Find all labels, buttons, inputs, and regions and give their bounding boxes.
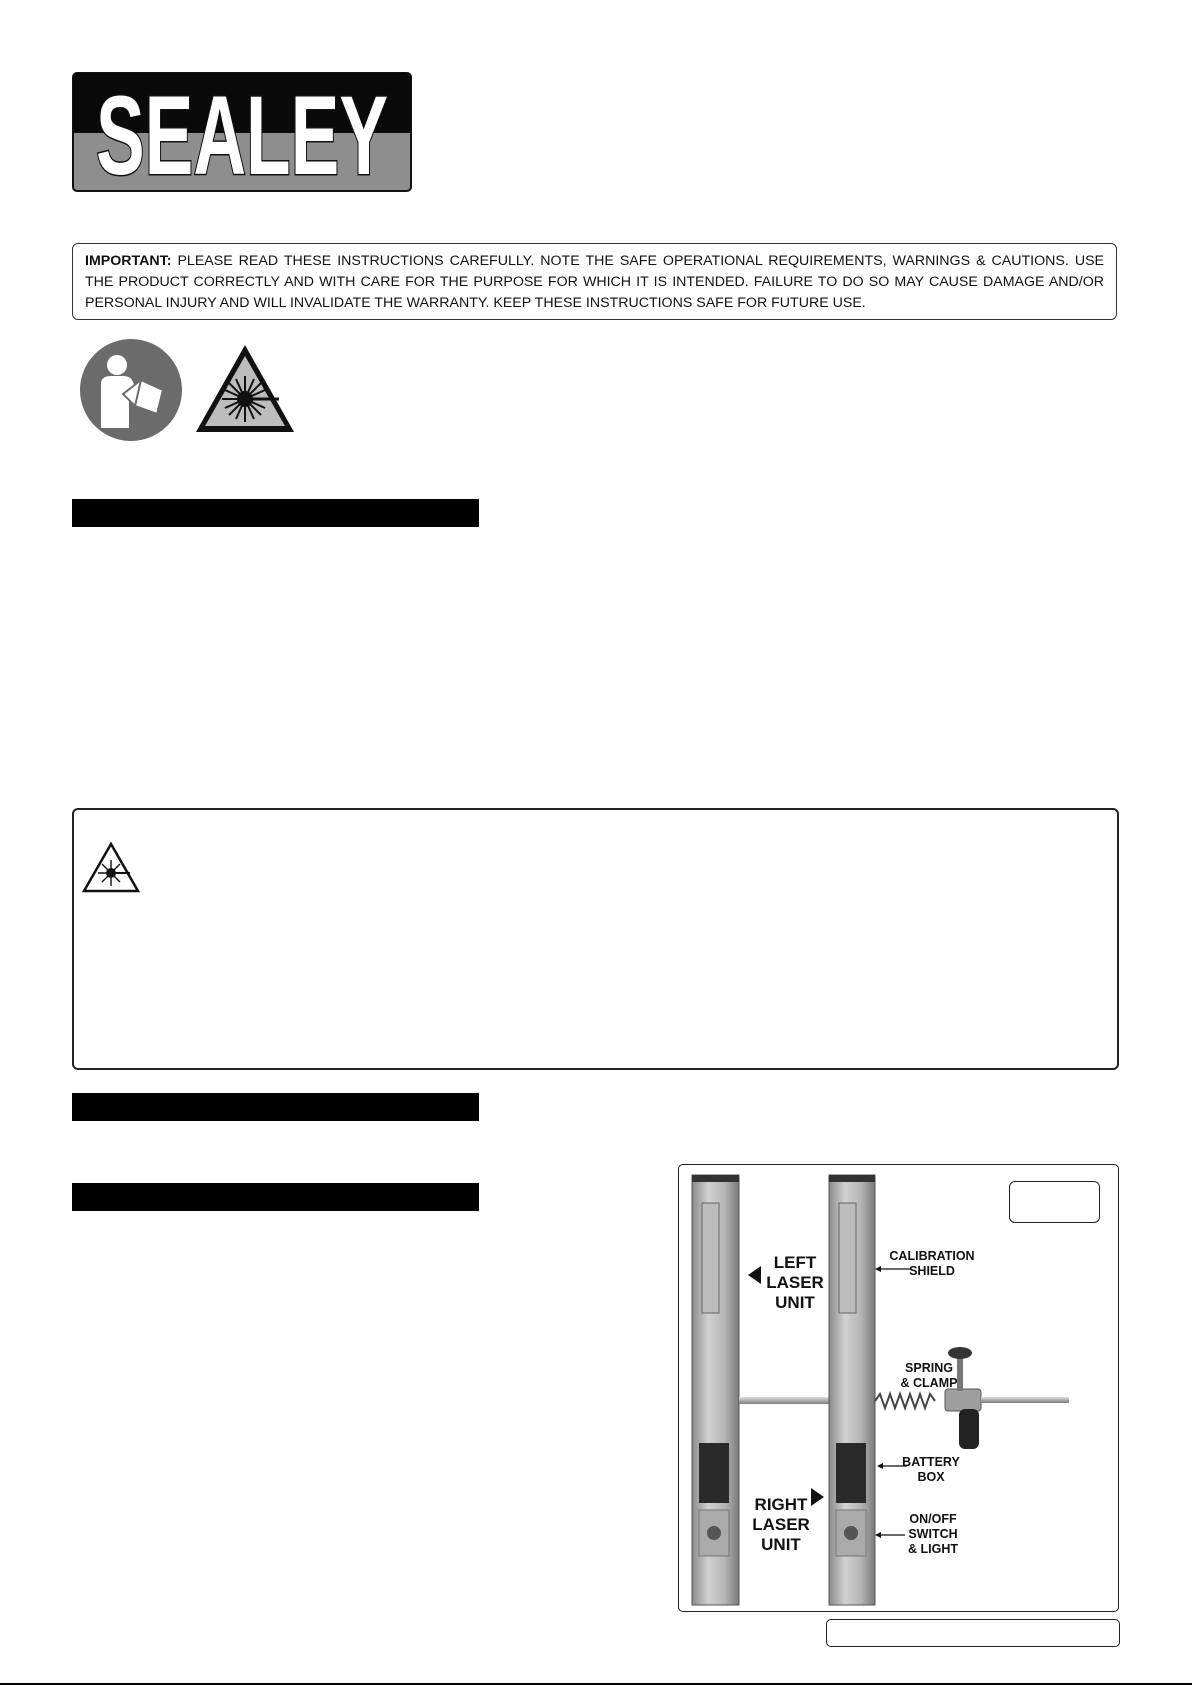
important-notice [72,243,1117,320]
important-notice-text [85,251,1104,314]
laser-warning-icon [82,842,140,894]
important-body: PLEASE READ THESE INSTRUCTIONS CAREFULLY. NOTE THE SAFE OPERATIONAL REQUIREMENTS, WARNINGS & CAUTIONS. USE THE PRODUCT CORRECTLY AND WITH CARE FOR THE PURPOSE FOR WHICH IT IS INTENDED. FAILURE TO DO SO MAY CAUSE DAMAGE AND/OR PERSONAL INJURY AND WILL INVALIDATE THE WARRANTY. KEEP THESE INSTRUCTIONS SAFE FOR FUTURE USE. [85,253,1104,311]
laser-warning-icon [193,342,297,436]
battery-box-label: BATTERY BOX [902,1455,960,1484]
sealey-logo [72,72,412,198]
read-manual-icon [79,338,183,442]
section-heading-bar [72,1183,479,1211]
spring-clamp-label: SPRING & CLAMP [900,1361,958,1390]
important-label: IMPORTANT: [85,253,172,269]
figure-caption-box [826,1619,1120,1647]
calibration-shield-label: CALIBRATION SHIELD [889,1249,975,1278]
left-laser-unit-label: LEFT LASER UNIT [766,1253,824,1312]
laser-warning-box [72,808,1119,1070]
laser-units-figure [678,1164,1119,1612]
figure-number-box [1009,1181,1100,1223]
svg-text:SEALEY: SEALEY [96,73,388,198]
on-off-switch-label: ON/OFF SWITCH & LIGHT [908,1512,958,1556]
right-laser-unit-label: RIGHT LASER UNIT [752,1495,810,1554]
section-heading-bar [72,1093,479,1121]
section-heading-bar [72,499,479,527]
